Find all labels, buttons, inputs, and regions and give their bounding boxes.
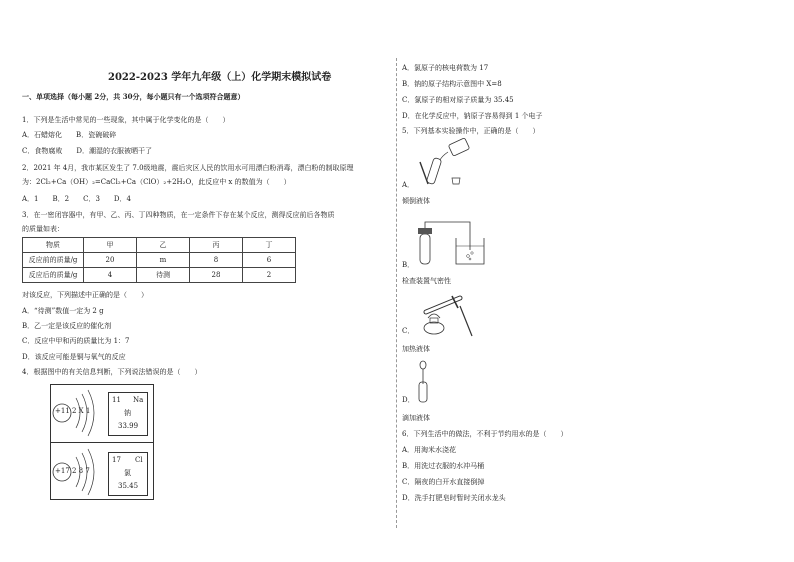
q5-a-letter: A．: [402, 181, 415, 189]
cl-electron-shells: 2 8 7: [72, 467, 90, 475]
q6-option-d: D．洗手打肥皂时暂时关闭水龙头: [402, 494, 506, 502]
table-cell: 反应前的质量/g: [23, 253, 84, 268]
q2-stem-line2: 为：2Cl₂+Ca（OH）₂=CaCl₂+Ca（ClO）₂+2H₂O，此反应中 x 的数值为（ ）: [22, 178, 291, 186]
airtightness-check-illustration: [410, 220, 490, 268]
table-cell: 4: [84, 268, 137, 283]
table-header-row: [23, 238, 296, 253]
na-atomic-number: 11: [112, 396, 121, 404]
q5-b-letter: B．: [402, 261, 415, 269]
q6-option-b: B．用洗过衣服的水冲马桶: [402, 462, 485, 470]
na-nucleus: +11: [55, 407, 70, 415]
q1-options-ab: A．石蜡熔化 B．瓷碗破碎: [22, 131, 117, 139]
q6-option-c: C．隔夜的白开水直接倒掉: [402, 478, 485, 486]
q3-option-b: B．乙一定是该反应的催化剂: [22, 322, 112, 330]
column-divider: [396, 58, 397, 528]
cl-atomic-mass: 35.45: [118, 482, 139, 490]
section-heading: 一、单项选择（每小题 2分，共 30分，每小题只有一个选项符合题意）: [22, 92, 245, 101]
q3-prompt: 对该反应，下列描述中正确的是（ ）: [22, 291, 148, 299]
table-cell: 待测: [137, 268, 190, 283]
table-cell: 6: [243, 253, 296, 268]
table-header-cell: 物质: [23, 238, 84, 253]
q3-option-a: A．“待测”数值一定为 2 g: [22, 307, 104, 315]
na-symbol: Na: [133, 396, 144, 404]
cl-element-card: [108, 452, 148, 496]
q4-stem: 4．根据图中的有关信息判断，下列说法错误的是（ ）: [22, 368, 202, 376]
q3-stem-line2: 的质量如表：: [22, 225, 64, 233]
na-atomic-mass: 33.99: [118, 422, 139, 430]
q5-b-caption: 检查装置气密性: [402, 277, 451, 285]
table-header-cell: 甲: [84, 238, 137, 253]
q6-stem: 6．下列生活中的做法，不利于节约用水的是（ ）: [402, 430, 568, 438]
q5-d-letter: D．: [402, 396, 415, 404]
cl-symbol: Cl: [135, 456, 143, 464]
table-cell: 8: [190, 253, 243, 268]
q1-options-cd: C．食物腐败 D．潮湿的衣服被晒干了: [22, 147, 152, 155]
heating-liquid-illustration: [410, 292, 482, 342]
q3-option-d: D．该反应可能是铜与氧气的反应: [22, 353, 126, 361]
table-cell: 2: [243, 268, 296, 283]
page-title: 2022-2023 学年九年级（上）化学期末模拟试卷: [108, 72, 332, 83]
cl-name: 氯: [124, 469, 131, 477]
table-cell: 反应后的质量/g: [23, 268, 84, 283]
q3-stem-line1: 3．在一密闭容器中，有甲、乙、丙、丁四种物质，在一定条件下存在某个反应，测得反应前后各物质: [22, 211, 335, 219]
table-row: [23, 268, 296, 283]
na-electron-shells: 2 X 1: [72, 407, 91, 415]
cl-atomic-number: 17: [112, 456, 121, 464]
cl-nucleus: +17: [55, 467, 70, 475]
q2-stem-line1: 2．2021 年 4月，我市某区发生了 7.0级地震，震后灾区人民的饮用水可用漂白粉消毒，漂白粉的制取原理: [22, 164, 354, 172]
table-header-cell: 丁: [243, 238, 296, 253]
q5-a-caption: 倾倒液体: [402, 197, 430, 205]
q5-c-letter: C．: [402, 327, 415, 335]
atom-structure-diagrams: [50, 384, 110, 498]
table-row: [23, 253, 296, 268]
q3-mass-table: [22, 237, 296, 283]
table-cell: m: [137, 253, 190, 268]
na-element-card: [108, 392, 148, 436]
q5-d-caption: 滴加液体: [402, 414, 430, 422]
table-header-cell: 乙: [137, 238, 190, 253]
q2-options: A．1 B．2 C．3 D．4: [22, 195, 131, 203]
pouring-liquid-illustration: [412, 138, 472, 188]
q4-option-d: D．在化学反应中，钠原子容易得到 1 个电子: [402, 112, 543, 120]
na-name: 钠: [124, 409, 131, 417]
q4-option-b: B．钠的原子结构示意图中 X=8: [402, 80, 502, 88]
q4-option-c: C．氯原子的相对原子质量为 35.45: [402, 96, 514, 104]
table-header-cell: 丙: [190, 238, 243, 253]
q6-option-a: A．用淘米水浇花: [402, 446, 457, 454]
q5-stem: 5．下列基本实验操作中，正确的是（ ）: [402, 127, 540, 135]
q4-option-a: A．氯原子的核电荷数为 17: [402, 64, 489, 72]
table-cell: 20: [84, 253, 137, 268]
q1-stem: 1．下列是生活中常见的一些现象，其中属于化学变化的是（ ）: [22, 116, 230, 124]
q5-c-caption: 加热液体: [402, 345, 430, 353]
table-cell: 28: [190, 268, 243, 283]
q3-option-c: C．反应中甲和丙的质量比为 1：7: [22, 337, 130, 345]
